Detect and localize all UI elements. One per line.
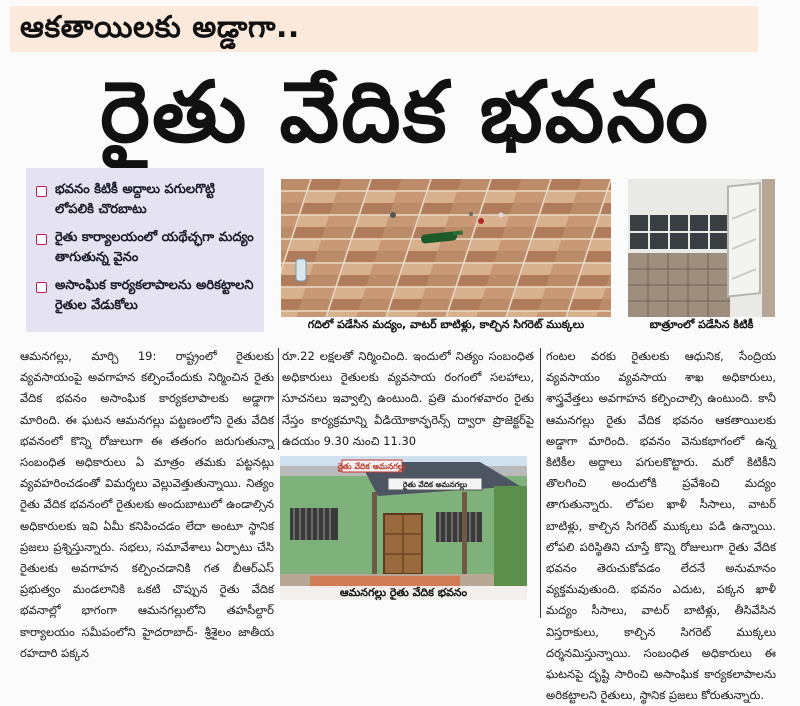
building-sign: రైతు వేదిక అమనగల్లు <box>402 480 468 489</box>
column-divider <box>278 348 279 450</box>
article-column-2: రూ.22 లక్షలతో నిర్మించింది. ఇందులో నిత్యం సంబంధిత అధికారులు రైతులకు వ్యవసాయ రంగంలో సలహాలు, సూచనలు ఇవ్వాల్సి ఉంటుంది. ప్రతి మంగళవారం రైతు నేస్తం కార్యక్రమాన్ని వీడియోకాన్ఫరెన్స్ ద్వారా ప్రొజెక్టర్‌పై ఉదయం 9.30 నుంచి 11.30 <box>282 349 534 448</box>
highlight-item <box>36 180 256 220</box>
square-bullet-icon <box>36 234 47 245</box>
highlights-box <box>26 168 264 332</box>
column-divider <box>540 348 541 618</box>
building-photo <box>280 456 527 600</box>
bathroom-photo-caption: బాత్రూంలో పడేసిన కిటికీ <box>649 318 754 331</box>
kicker: ఆకతాయిలకు అడ్డాగా.. <box>20 10 300 45</box>
highlight-text: అసాంఘిక కార్యకలాపాలను అరికట్టాలని రైతుల వేడుకోలు <box>55 278 254 313</box>
highlight-text: భవనం కిటికీ అద్దాలు పగులగొట్టి లోపలికి చొరబాటు <box>55 182 216 217</box>
bathroom-photo <box>628 179 775 331</box>
building-photo-caption: ఆమనగల్లు రైతు వేదిక భవనం <box>280 586 527 600</box>
floor-photo-image <box>281 179 611 317</box>
building-photo-image <box>280 456 527 600</box>
highlight-text: రైతు కార్యాలయంలో యథేచ్ఛగా మద్యం తాగుతున్న వైనం <box>55 230 254 265</box>
article-column-3: గంటల వరకు రైతులకు ఆధునిక, సేంద్రియ వ్యవసాయం వ్యవసాయ శాఖ అధికారులు, శాస్త్రవేత్తలు అవగాహన కల్పించాల్సి ఉంటుంది. కానీ ఆమనగల్లు రైతు వేదిక భవనం ఆకతాయిలకు అడ్డాగా మారింది. భవనం వెనుకభాగంలో ఉన్న కిటికీల అద్దాలు పగులకొట్టారు. మరో కిటికీని తొలగించి అందులోకి ప్రవేశించి మద్యం తాగుతున్నారు. లోపల ఖాళీ సీసాలు, వాటర్ బాటిళ్లు, కాల్చిన సిగరెట్ ముక్కలు పడి ఉన్నాయి. లోపలి పరిస్థితిని చూస్తే కొన్ని రోజులుగా రైతు వేదిక భవనం తెరుచుకోవడం లేదనే అనుమానం వ్యక్తమవుతుంది. భవనం ఎదుట, పక్కన ఖాళీ మద్యం సీసాలు, వాటర్ బాటిళ్లు, తీసివేసిన విస్తరాకులు, కాల్చిన సిగరెట్ ముక్కలు దర్శనమిస్తున్నాయి. సంబంధిత అధికారులు ఈ ఘటనపై దృష్టి సారించి అసాంఘిక కార్యకలాపాలను అరికట్టాలని రైతులు, స్థానిక ప్రజలు కోరుతున్నారు. <box>546 349 776 703</box>
square-bullet-icon <box>36 282 47 293</box>
square-bullet-icon <box>36 186 47 197</box>
article-column-1: ఆమనగల్లు, మార్చి 19: రాష్ట్రంలో రైతులకు వ్యవసాయంపై అవగాహన కల్పించేందుకు నిర్మించిన రైతు వేదిక భవనం అసాంఘిక కార్యకలాపాలకు అడ్డాగా మారింది. ఈ ఘటన ఆమనగల్లు పట్టణంలోని రైతు వేదిక భవనంలో కొన్ని రోజులుగా ఈ తతంగం జరుగుతున్నా సంబంధిత అధికారులు ఏ మాత్రం తమకు పట్టనట్లు వ్యవహరించడంతో విమర్శలు వెల్లువెత్తుతున్నాయి. నిత్యం రైతు వేదిక భవనంలో రైతులకు అందుబాటులో ఉండాల్సిన అధికారులకు ఇవి ఏమీ కనిపించడం లేదా అంటూ స్థానిక ప్రజలు ప్రశ్నిస్తున్నారు. సభలు, సమావేశాలు ఏర్పాటు చేసి రైతులకు అవగాహన కల్పించడానికి గత బీఆర్ఎస్ ప్రభుత్వం మండలానికి ఒకటి చొప్పున రైతు వేదిక భవనాల్లో భాగంగా ఆమనగల్లులోని తహసీల్దార్ కార్యాలయం సమీపంలోని హైదరాబాద్- శ్రీశైలం జాతీయ రహదారి పక్కన <box>20 349 274 660</box>
floor-photo-caption: గదిలో పడేసిన మద్యం, వాటర్ బాటిళ్లు, కాల్చిన సిగరెట్ ముక్కలు <box>281 317 611 333</box>
floor-photo <box>281 179 611 331</box>
bathroom-photo-image <box>628 179 775 317</box>
headline: రైతు వేదిక భవనం <box>100 63 710 161</box>
highlight-item <box>36 228 256 268</box>
rythu-vedika-top-sign: రైతు వేదిక అమనగల్లు <box>337 462 407 471</box>
highlight-item <box>36 276 256 316</box>
